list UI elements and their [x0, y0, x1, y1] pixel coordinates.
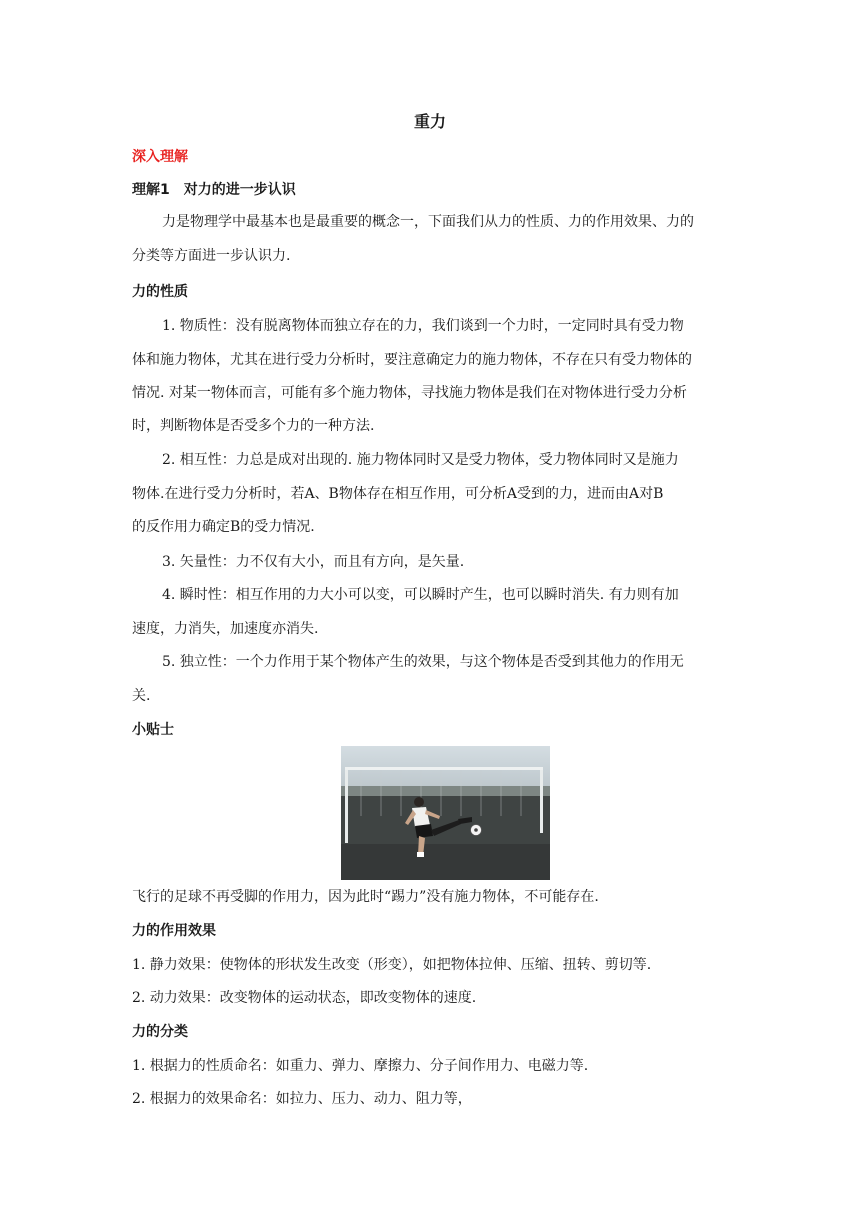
effect-2: 2. 动力效果：改变物体的运动状态，即改变物体的速度.: [132, 990, 477, 1006]
property-1-line-4: 时，判断物体是否受多个力的一种方法.: [132, 418, 375, 434]
intro-line-1: 力是物理学中最基本也是最重要的概念一，下面我们从力的性质、力的作用效果、力的: [162, 214, 694, 230]
effect-1: 1. 静力效果：使物体的形状发生改变（形变），如把物体拉伸、压缩、扭转、剪切等.: [132, 957, 652, 973]
page-title: 重力: [413, 112, 446, 131]
classification-2: 2. 根据力的效果命名：如拉力、压力、动力、阻力等，: [132, 1091, 472, 1107]
property-5-line-2: 关.: [132, 688, 151, 704]
classification-heading: 力的分类: [132, 1024, 188, 1040]
section-heading: 深入理解: [132, 149, 188, 165]
property-2-line-2: 物体.在进行受力分析时，若A、B物体存在相互作用，可分析A受到的力，进而由A对B: [132, 486, 664, 502]
photo-caption: 飞行的足球不再受脚的作用力，因为此时“踢力”没有施力物体，不可能存在.: [132, 889, 599, 905]
property-1-line-2: 体和施力物体，尤其在进行受力分析时，要注意确定力的施力物体，不存在只有受力物体的: [132, 352, 692, 368]
property-4-line-2: 速度，力消失，加速度亦消失.: [132, 621, 319, 637]
effects-heading: 力的作用效果: [132, 923, 216, 939]
property-3: 3. 矢量性：力不仅有大小，而且有方向，是矢量.: [162, 554, 465, 570]
property-2-line-3: 的反作用力确定B的受力情况.: [132, 519, 315, 535]
property-1-line-1: 1. 物质性：没有脱离物体而独立存在的力，我们谈到一个力时，一定同时具有受力物: [162, 318, 684, 334]
property-5-line-1: 5. 独立性：一个力作用于某个物体产生的效果，与这个物体是否受到其他力的作用无: [162, 654, 684, 670]
property-4-line-1: 4. 瞬时性：相互作用的力大小可以变，可以瞬时产生，也可以瞬时消失. 有力则有加: [162, 587, 679, 603]
classification-1: 1. 根据力的性质命名：如重力、弹力、摩擦力、分子间作用力、电磁力等.: [132, 1058, 589, 1074]
property-2-line-1: 2. 相互性：力总是成对出现的. 施力物体同时又是受力物体，受力物体同时又是施力: [162, 452, 679, 468]
properties-heading: 力的性质: [132, 284, 188, 300]
tip-heading: 小贴士: [132, 722, 174, 738]
subsection-heading: 理解1 对力的进一步认识: [132, 182, 296, 198]
intro-line-2: 分类等方面进一步认识力.: [132, 248, 291, 264]
soccer-photo: [341, 746, 550, 880]
property-1-line-3: 情况. 对某一物体而言，可能有多个施力物体，寻找施力物体是我们在对物体进行受力分析: [132, 385, 687, 401]
